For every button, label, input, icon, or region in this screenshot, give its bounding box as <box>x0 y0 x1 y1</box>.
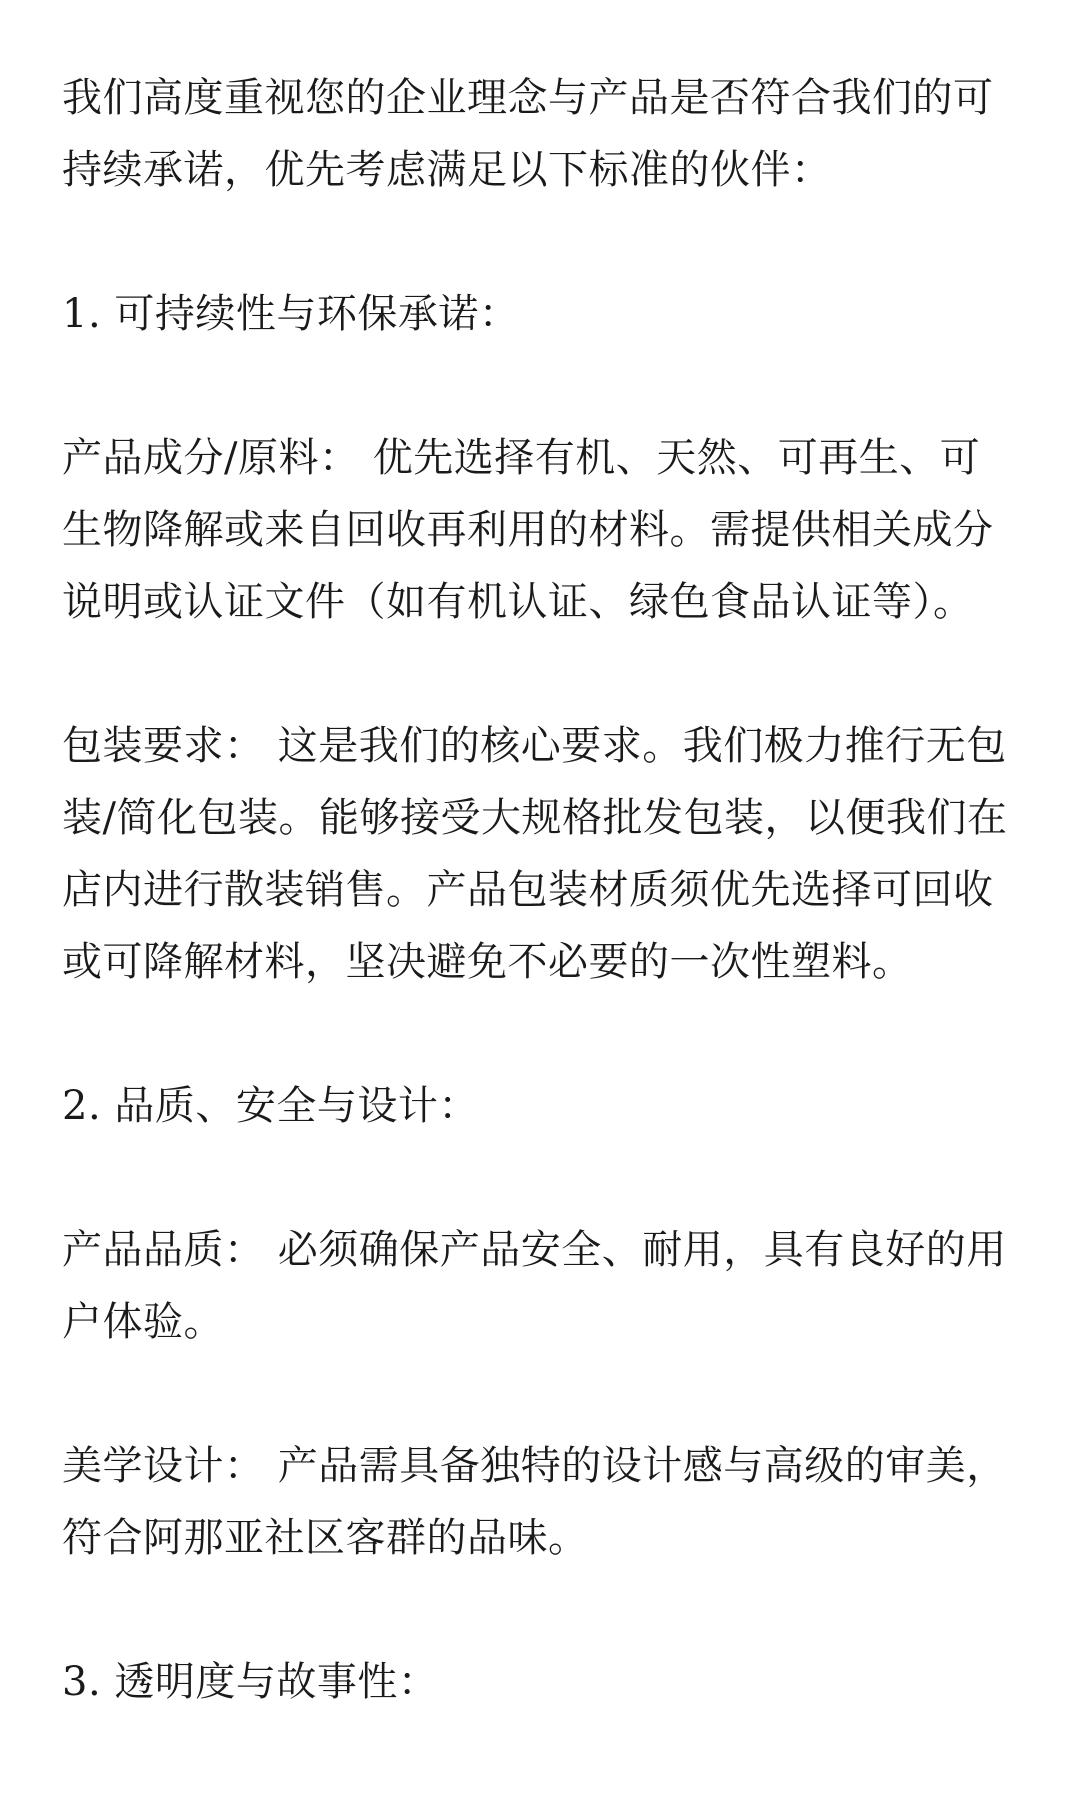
heading-2-line: 2. 品质、安全与设计： <box>62 1083 479 1129</box>
quality-line-1: 产品品质： 必须确保产品安全、耐用，具有良好的用 <box>62 1227 1007 1273</box>
packaging-line-3: 店内进行散装销售。产品包装材质须优先选择可回收 <box>62 867 994 913</box>
section-heading-sustainability <box>62 278 1022 350</box>
packaging-line-2: 装/简化包装。能够接受大规格批发包装，以便我们在 <box>62 795 1008 841</box>
design-line-2: 符合阿那亚社区客群的品味。 <box>62 1515 589 1561</box>
quality-line-2: 户体验。 <box>62 1299 224 1345</box>
quality-paragraph <box>62 1214 1022 1358</box>
ingredients-line-2: 生物降解或来自回收再利用的材料。需提供相关成分 <box>62 507 994 553</box>
section-heading-quality-design <box>62 1070 1022 1142</box>
ingredients-line-1: 产品成分/原料： 优先选择有机、天然、可再生、可 <box>62 435 981 481</box>
packaging-paragraph <box>62 710 1022 998</box>
ingredients-line-3: 说明或认证文件（如有机认证、绿色食品认证等）。 <box>62 579 974 625</box>
heading-1-line: 1. 可持续性与环保承诺： <box>62 291 520 337</box>
design-paragraph <box>62 1430 1022 1574</box>
ingredients-paragraph <box>62 422 1022 638</box>
design-line-1: 美学设计： 产品需具备独特的设计感与高级的审美， <box>62 1443 1007 1489</box>
heading-3-line: 3. 透明度与故事性： <box>62 1659 439 1705</box>
section-heading-transparency <box>62 1646 1022 1718</box>
intro-line-2: 持续承诺，优先考虑满足以下标准的伙伴： <box>62 147 832 193</box>
packaging-line-4: 或可降解材料，坚决避免不必要的一次性塑料。 <box>62 939 913 985</box>
packaging-line-1: 包装要求： 这是我们的核心要求。我们极力推行无包 <box>62 723 1007 769</box>
intro-line-1: 我们高度重视您的企业理念与产品是否符合我们的可 <box>62 75 994 121</box>
intro-paragraph <box>62 62 1022 206</box>
